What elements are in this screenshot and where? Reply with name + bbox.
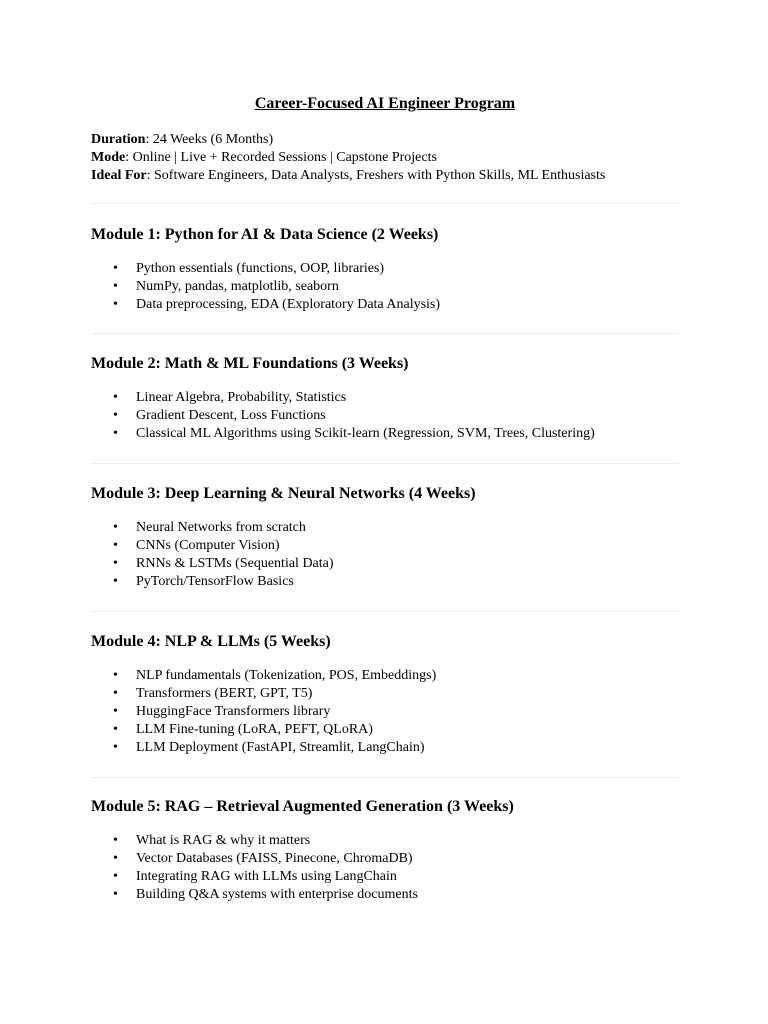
list-item: [91, 685, 679, 703]
section-divider: [91, 203, 679, 204]
list-item: [91, 296, 679, 314]
list-item-text: LLM Fine-tuning (LoRA, PEFT, QLoRA): [136, 722, 373, 737]
meta-mode-value: : Online | Live + Recorded Sessions | Capstone Projects: [125, 150, 437, 165]
bullet-icon: •: [113, 426, 118, 441]
bullet-icon: •: [113, 556, 118, 571]
module-4: [91, 631, 679, 757]
bullet-icon: •: [113, 390, 118, 405]
list-item-text: What is RAG & why it matters: [136, 833, 311, 848]
list-item-text: Transformers (BERT, GPT, T5): [136, 686, 313, 701]
module-heading: Module 5: RAG – Retrieval Augmented Generation (3 Weeks): [91, 798, 514, 815]
list-item-text: LLM Deployment (FastAPI, Streamlit, LangChain): [136, 740, 425, 755]
list-item-text: Vector Databases (FAISS, Pinecone, ChromaDB): [136, 851, 413, 866]
meta-duration-value: : 24 Weeks (6 Months): [145, 132, 274, 147]
module-2: [91, 353, 679, 443]
list-item: [91, 389, 679, 407]
bullet-icon: •: [113, 851, 118, 866]
bullet-icon: •: [113, 740, 118, 755]
list-item-text: Linear Algebra, Probability, Statistics: [136, 390, 347, 405]
list-item: [91, 260, 679, 278]
meta-mode-key: Mode: [91, 150, 126, 165]
list-item: [91, 739, 679, 757]
list-item: [91, 278, 679, 296]
bullet-icon: •: [113, 538, 118, 553]
meta-duration-key: Duration: [91, 132, 146, 147]
program-meta: [91, 131, 679, 185]
list-item: [91, 667, 679, 685]
module-heading: Module 1: Python for AI & Data Science (2 Weeks): [91, 226, 439, 243]
list-item-text: RNNs & LSTMs (Sequential Data): [136, 556, 334, 571]
module-heading: Module 3: Deep Learning & Neural Networks (4 Weeks): [91, 485, 476, 502]
module-topic-list: [91, 832, 679, 904]
section-divider: [91, 333, 679, 334]
bullet-icon: •: [113, 686, 118, 701]
module-topic-list: [91, 519, 679, 591]
section-divider: [91, 463, 679, 464]
bullet-icon: •: [113, 668, 118, 683]
list-item-text: Classical ML Algorithms using Scikit-learn (Regression, SVM, Trees, Clustering): [136, 426, 595, 441]
document-title: Career-Focused AI Engineer Program: [254, 95, 516, 112]
meta-mode: [91, 149, 679, 167]
module-5: [91, 796, 679, 904]
list-item: [91, 519, 679, 537]
module-heading: Module 2: Math & ML Foundations (3 Weeks): [91, 355, 409, 372]
bullet-icon: •: [113, 574, 118, 589]
list-item: [91, 832, 679, 850]
list-item-text: NumPy, pandas, matplotlib, seaborn: [136, 279, 339, 294]
list-item: [91, 886, 679, 904]
list-item: [91, 407, 679, 425]
meta-ideal-for-key: Ideal For: [91, 168, 147, 183]
module-topic-list: [91, 667, 679, 757]
list-item: [91, 721, 679, 739]
module-topic-list: [91, 260, 679, 314]
meta-duration: [91, 131, 679, 149]
bullet-icon: •: [113, 408, 118, 423]
section-divider: [91, 777, 679, 778]
module-3: [91, 483, 679, 591]
meta-ideal-for-value: : Software Engineers, Data Analysts, Freshers with Python Skills, ML Enthusiasts: [146, 168, 606, 183]
list-item-text: NLP fundamentals (Tokenization, POS, Embeddings): [136, 668, 437, 683]
bullet-icon: •: [113, 279, 118, 294]
meta-ideal-for: [91, 167, 679, 185]
list-item: [91, 573, 679, 591]
list-item-text: Data preprocessing, EDA (Exploratory Data Analysis): [136, 297, 441, 312]
bullet-icon: •: [113, 261, 118, 276]
module-1: [91, 224, 679, 314]
list-item: [91, 537, 679, 555]
list-item: [91, 850, 679, 868]
list-item-text: Python essentials (functions, OOP, libraries): [136, 261, 385, 276]
list-item-text: HuggingFace Transformers library: [136, 704, 331, 719]
list-item: [91, 425, 679, 443]
bullet-icon: •: [113, 520, 118, 535]
list-item-text: Building Q&A systems with enterprise documents: [136, 887, 418, 902]
list-item-text: CNNs (Computer Vision): [136, 538, 280, 553]
list-item-text: Gradient Descent, Loss Functions: [136, 408, 326, 423]
list-item-text: Neural Networks from scratch: [136, 520, 306, 535]
bullet-icon: •: [113, 704, 118, 719]
bullet-icon: •: [113, 722, 118, 737]
list-item-text: Integrating RAG with LLMs using LangChain: [136, 869, 397, 884]
bullet-icon: •: [113, 869, 118, 884]
list-item: [91, 703, 679, 721]
section-divider: [91, 611, 679, 612]
bullet-icon: •: [113, 833, 118, 848]
bullet-icon: •: [113, 887, 118, 902]
list-item: [91, 868, 679, 886]
bullet-icon: •: [113, 297, 118, 312]
module-heading: Module 4: NLP & LLMs (5 Weeks): [91, 633, 331, 650]
list-item-text: PyTorch/TensorFlow Basics: [136, 574, 294, 589]
list-item: [91, 555, 679, 573]
module-topic-list: [91, 389, 679, 443]
